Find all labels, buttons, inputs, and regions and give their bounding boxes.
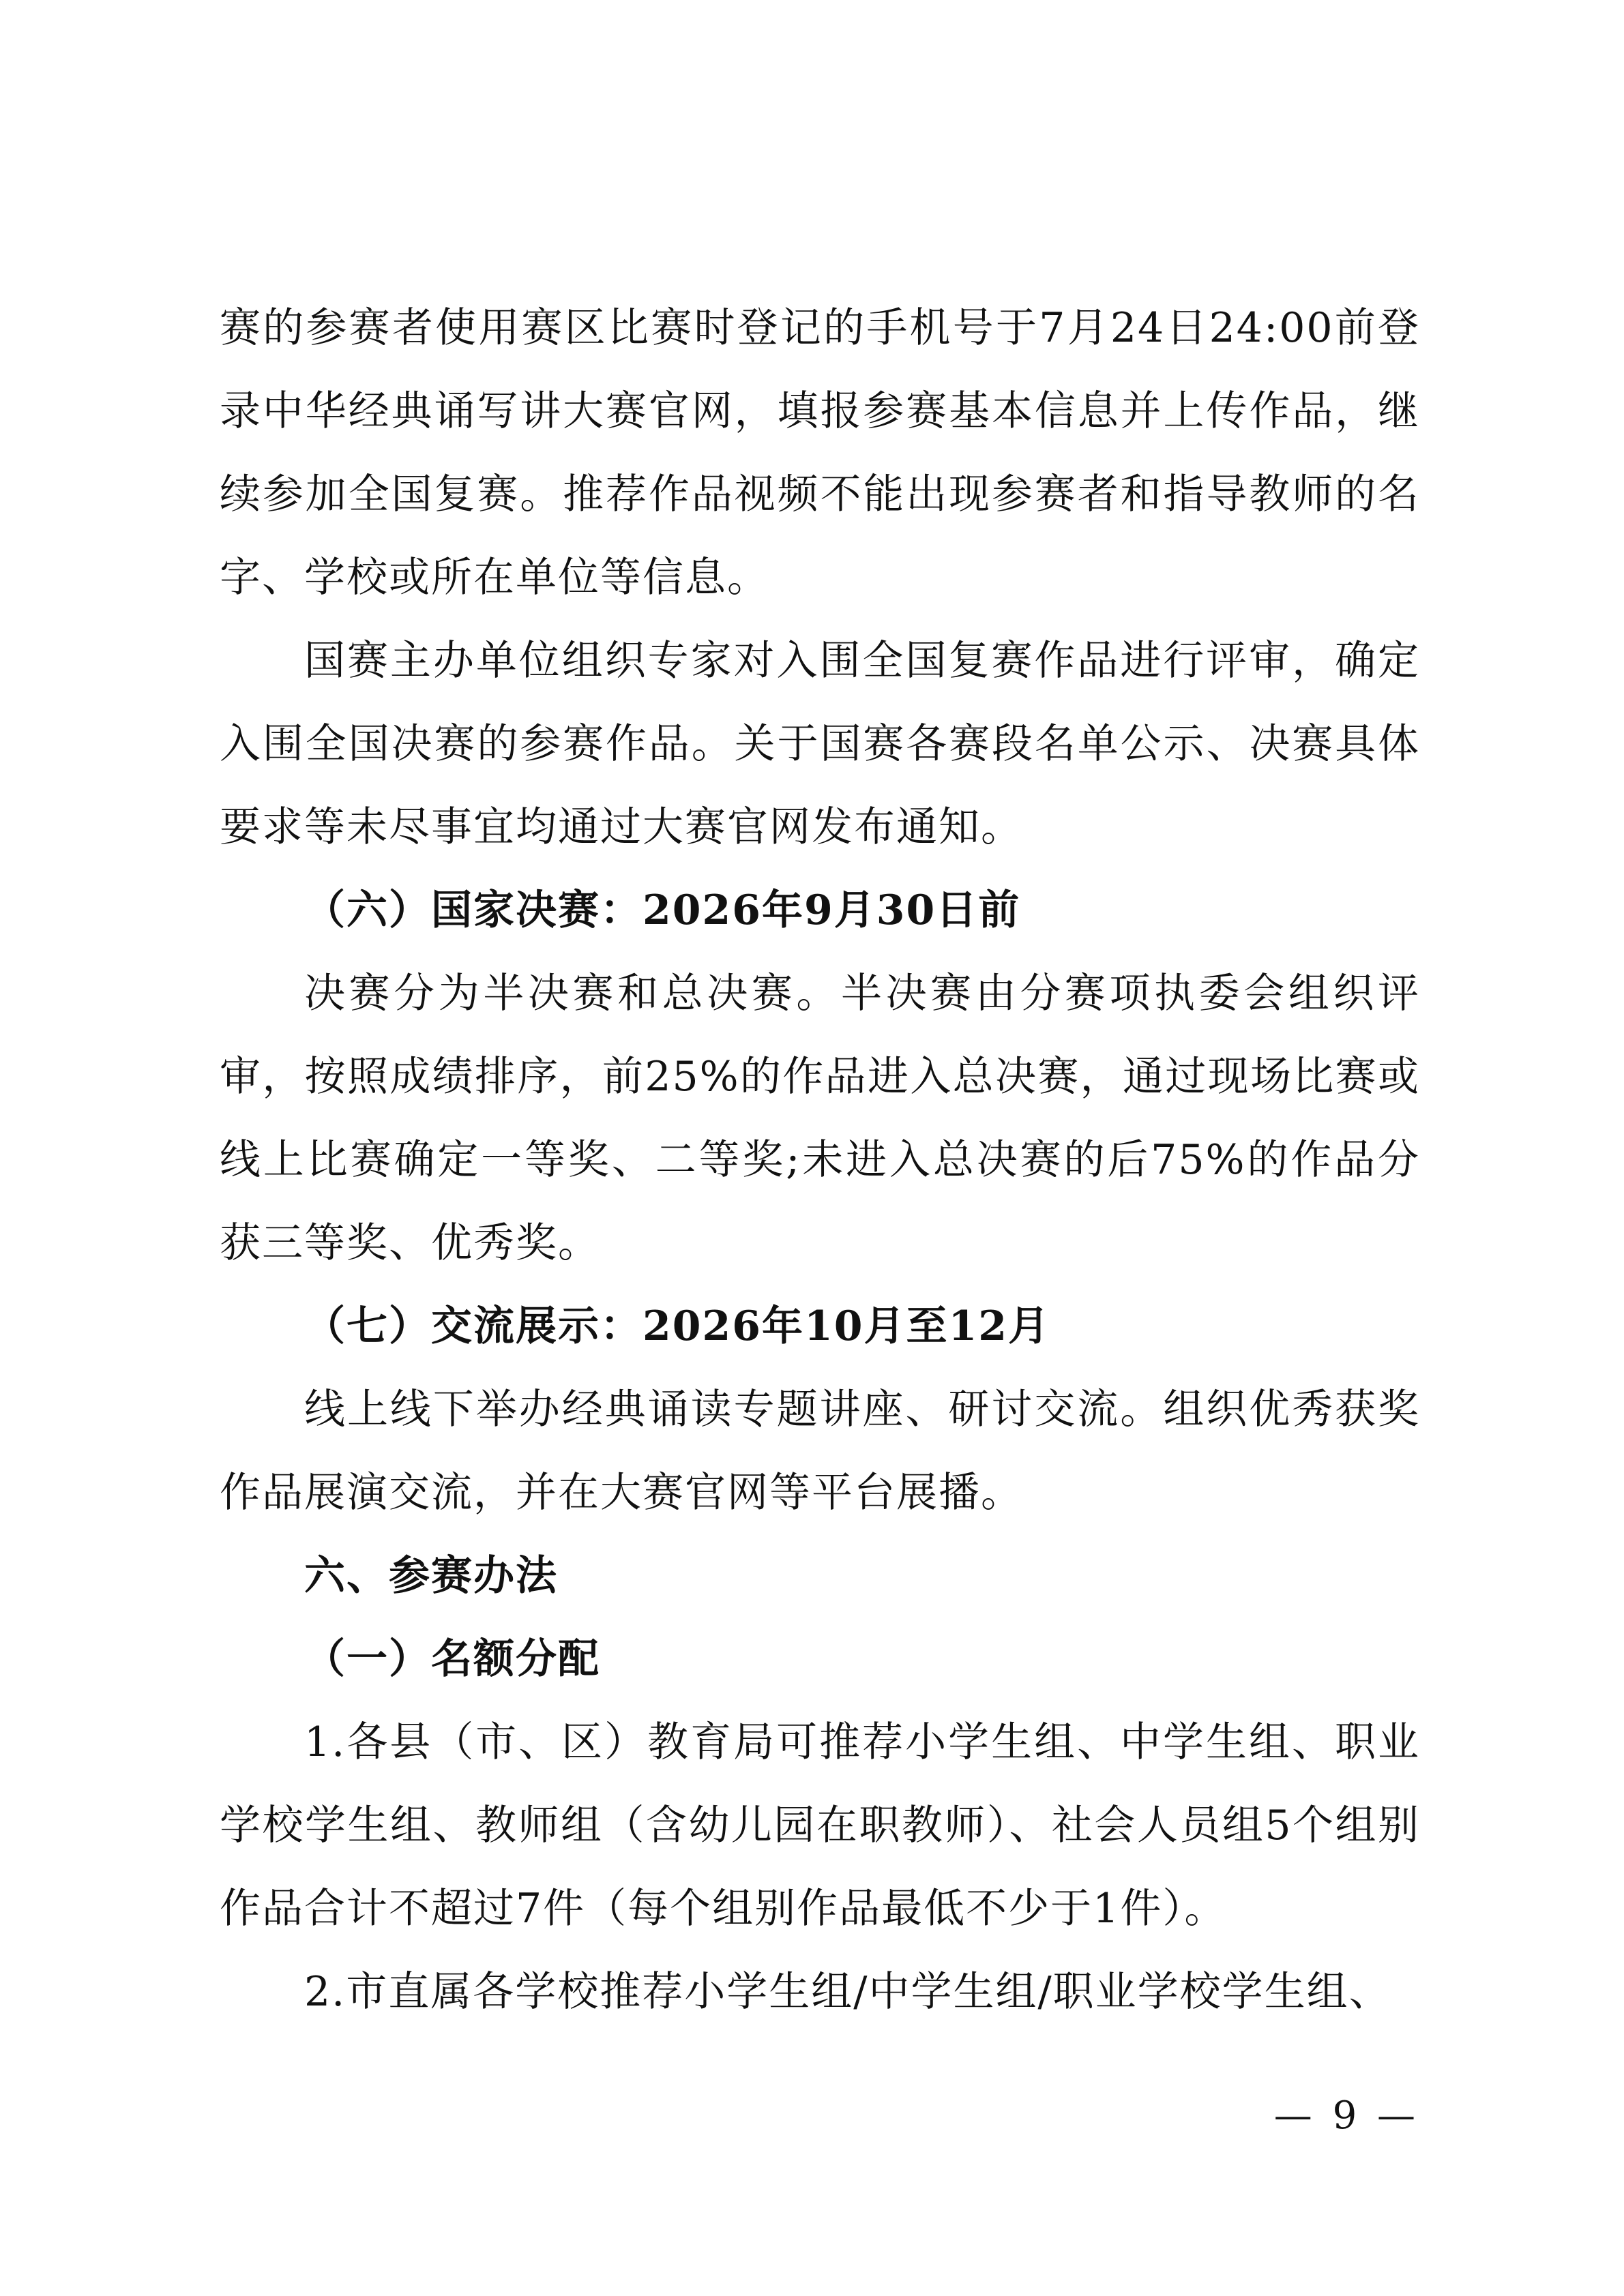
heading-quota-allocation: （一）名额分配 [304,1635,600,1683]
paragraph-school-quota: 2.市直属各学校推荐小学生组/中学生组/职业学校学生组、 [304,1968,1391,2016]
document-body [220,286,1420,2033]
paragraph-final-rules: 决赛分为半决赛和总决赛。半决赛由分赛项执委会组织评审，按照成绩排序，前25%的作品进入总决赛，通过现场比赛或线上比赛确定一等奖、二等奖;未进入总决赛的后75%的作品分获三等奖、优秀奖。 [220,970,1420,1267]
page-number: — 9 — [1273,2093,1419,2138]
paragraph-county-quota: 1.各县（市、区）教育局可推荐小学生组、中学生组、职业学校学生组、教师组（含幼儿园在职教师）、社会人员组5个组别作品合计不超过7件（每个组别作品最低不少于1件）。 [220,1718,1420,1933]
paragraph-exchange: 线上线下举办经典诵读专题讲座、研讨交流。组织优秀获奖作品展演交流，并在大赛官网等平台展播。 [220,1386,1420,1517]
paragraph-review: 国赛主办单位组织专家对入围全国复赛作品进行评审，确定入围全国决赛的参赛作品。关于国赛各赛段名单公示、决赛具体要求等未尽事宜均通过大赛官网发布通知。 [220,637,1420,851]
paragraph-registration: 赛的参赛者使用赛区比赛时登记的手机号于7月24日24:00前登录中华经典诵写讲大赛官网，填报参赛基本信息并上传作品，继续参加全国复赛。推荐作品视频不能出现参赛者和指导教师的名字、学校或所在单位等信息。 [220,304,1420,601]
heading-national-final: （六）国家决赛：2026年9月30日前 [304,886,1021,934]
heading-exchange-display: （七）交流展示：2026年10月至12月 [304,1302,1050,1350]
heading-participation-method: 六、参赛办法 [304,1552,558,1600]
